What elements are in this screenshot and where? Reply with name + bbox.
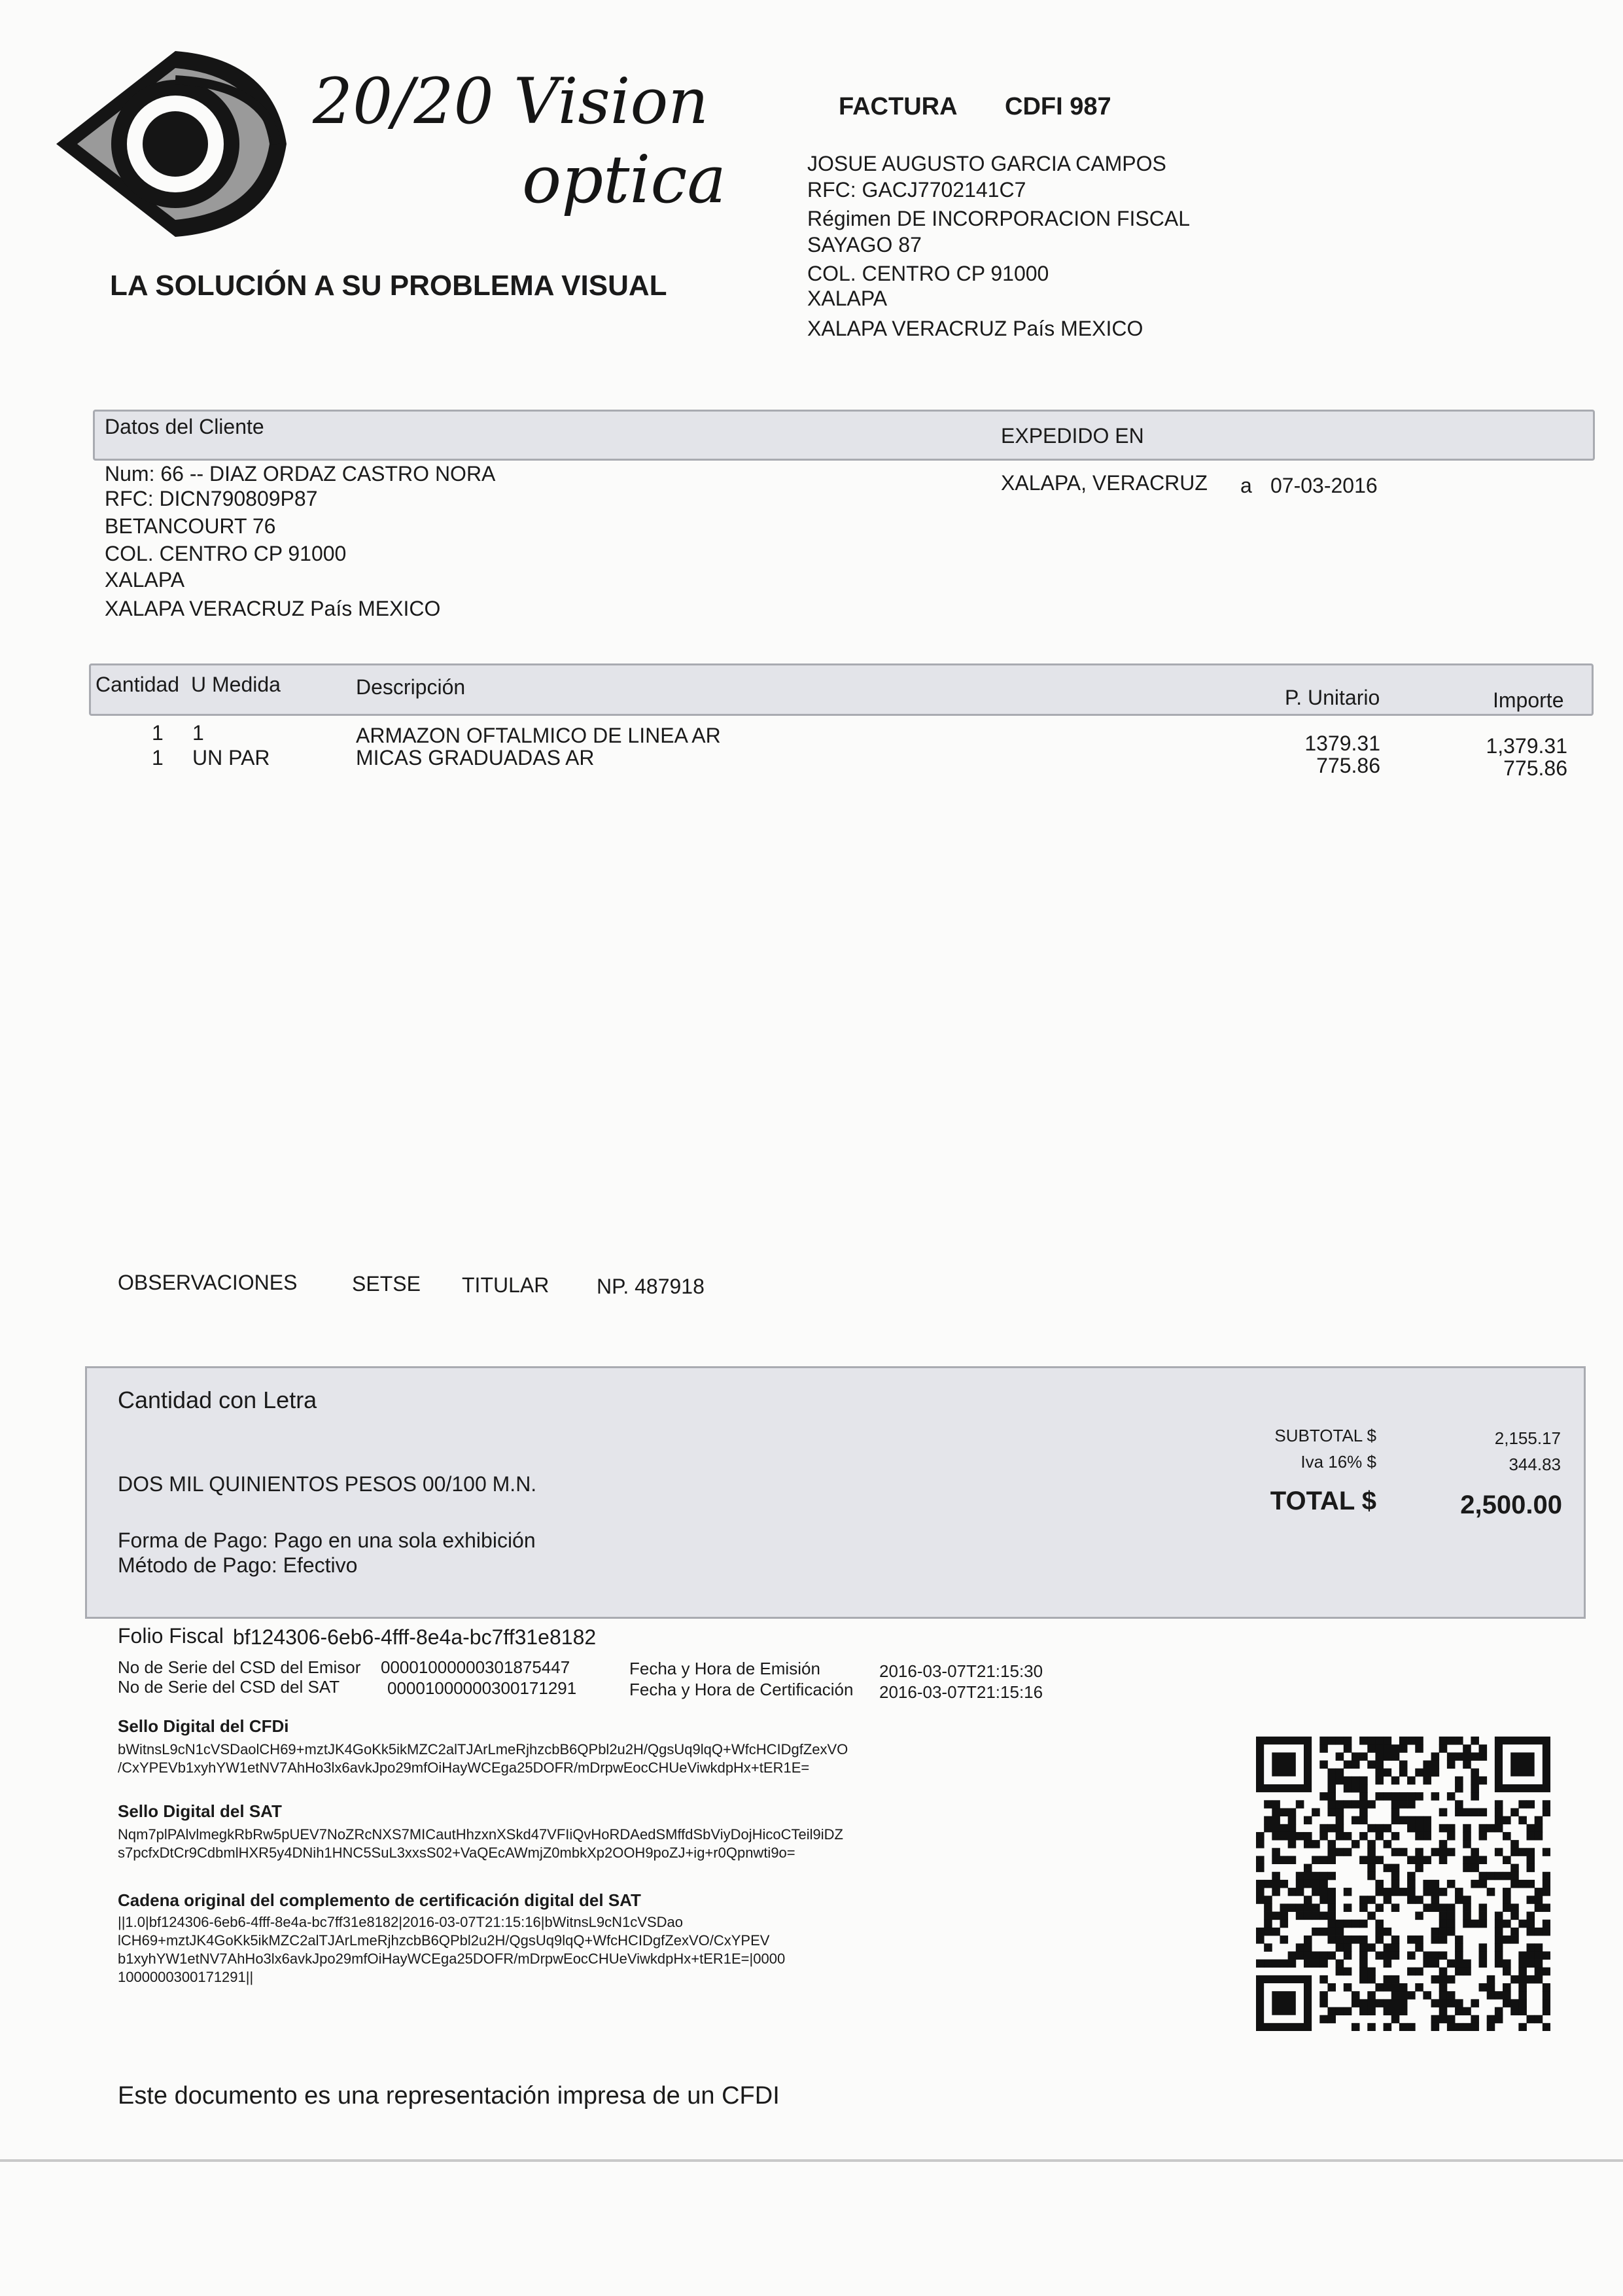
client-state: XALAPA VERACRUZ País MEXICO	[105, 597, 441, 620]
row-p-unitario: 1379.31	[1304, 732, 1380, 755]
doc-type: FACTURA	[839, 93, 958, 120]
observations-value-3: NP. 487918	[597, 1275, 705, 1298]
observations-value-2: TITULAR	[462, 1273, 550, 1297]
csd-emisor-value: 00001000000301875447	[381, 1657, 570, 1677]
footer-divider	[0, 2159, 1623, 2162]
metodo-pago: Método de Pago: Efectivo	[118, 1553, 358, 1577]
csd-emisor-label: No de Serie del CSD del Emisor	[118, 1657, 361, 1677]
issuer-city: XALAPA	[807, 287, 888, 310]
subtotal-value: 2,155.17	[1494, 1428, 1561, 1448]
issuer-street: SAYAGO 87	[807, 233, 922, 256]
cfdi-seal-title: Sello Digital del CFDi	[118, 1716, 289, 1736]
row-importe: 775.86	[1503, 756, 1567, 780]
col-u-medida: U Medida	[191, 673, 281, 696]
certificacion-label: Fecha y Hora de Certificación	[629, 1680, 854, 1699]
row-importe: 1,379.31	[1486, 734, 1567, 758]
amount-words-label: Cantidad con Letra	[118, 1386, 317, 1413]
issuer-rfc: RFC: GACJ7702141C7	[807, 178, 1026, 202]
folio-label: Folio Fiscal	[118, 1624, 224, 1648]
subtotal-label: SUBTOTAL $	[1274, 1426, 1376, 1445]
issuer-colony: COL. CENTRO CP 91000	[807, 262, 1049, 285]
client-num: Num: 66 -- DIAZ ORDAZ CASTRO NORA	[105, 462, 496, 486]
total-value: 2,500.00	[1460, 1491, 1562, 1519]
client-colony: COL. CENTRO CP 91000	[105, 542, 347, 565]
issuer-regime: Régimen DE INCORPORACION FISCAL	[807, 207, 1191, 230]
cadena-line: b1xyhYW1etNV7AhHo3lx6avkJpo29mfOiHayWCEga25DOFR/mDrpwEocCHUeViwkdpHx+tER1E=|0000	[118, 1951, 786, 1967]
amount-words: DOS MIL QUINIENTOS PESOS 00/100 M.N.	[118, 1472, 537, 1496]
total-label: TOTAL $	[1270, 1487, 1376, 1515]
client-header-label: Datos del Cliente	[105, 415, 264, 438]
client-header-band	[93, 410, 1595, 461]
client-city: XALAPA	[105, 568, 185, 592]
footer-note: Este documento es una representación impresa de un CFDI	[118, 2082, 780, 2110]
row-u-medida: UN PAR	[192, 746, 270, 769]
client-rfc: RFC: DICN790809P87	[105, 487, 318, 510]
emision-label: Fecha y Hora de Emisión	[629, 1659, 820, 1678]
cadena-line: ||1.0|bf124306-6eb6-4fff-8e4a-bc7ff31e8182|2016-03-07T21:15:16|bWitnsL9cN1cVSDao	[118, 1914, 683, 1930]
cadena-title: Cadena original del complemento de certificación digital del SAT	[118, 1890, 641, 1910]
table-row	[0, 745, 1623, 780]
col-cantidad: Cantidad	[96, 673, 180, 696]
row-cantidad: 1	[152, 746, 164, 769]
row-p-unitario: 775.86	[1316, 754, 1380, 777]
col-descripcion: Descripción	[356, 675, 466, 699]
brand-tagline: LA SOLUCIÓN A SU PROBLEMA VISUAL	[110, 270, 667, 302]
issued-at: a	[1240, 474, 1252, 497]
row-u-medida: 1	[192, 721, 204, 745]
sat-seal-title: Sello Digital del SAT	[118, 1801, 282, 1821]
doc-number: CDFI 987	[1005, 93, 1111, 120]
csd-sat-value: 00001000000300171291	[387, 1678, 577, 1698]
certificacion-value: 2016-03-07T21:15:16	[879, 1682, 1043, 1702]
col-importe: Importe	[1493, 688, 1564, 712]
issued-label: EXPEDIDO EN	[1001, 424, 1144, 448]
sat-seal-line: Nqm7plPAlvlmegkRbRw5pUEV7NoZRcNXS7MICautHhzxnXSkd47VFIiQvHoRDAedSMffdSbViyDojHicoCTeil9iDZ	[118, 1826, 843, 1843]
row-descripcion: ARMAZON OFTALMICO DE LINEA AR	[356, 724, 721, 747]
observations-value-1: SETSE	[352, 1272, 421, 1296]
qr-code-icon	[1256, 1737, 1550, 2031]
issued-date: 07-03-2016	[1270, 474, 1378, 497]
folio-value: bf124306-6eb6-4fff-8e4a-bc7ff31e8182	[233, 1625, 597, 1649]
eye-logo-icon	[51, 46, 300, 242]
csd-sat-label: No de Serie del CSD del SAT	[118, 1677, 340, 1697]
cadena-line: 1000000300171291||	[118, 1969, 254, 1985]
iva-value: 344.83	[1509, 1455, 1561, 1474]
cadena-line: lCH69+mztJK4GoKk5ikMZC2alTJArLmeRjhzcbB6QPbl2u2H/QgsUq9lqQ+WfcHCIDgfZexVO/CxYPEV	[118, 1932, 770, 1949]
observations-label: OBSERVACIONES	[118, 1271, 298, 1294]
iva-label: Iva 16% $	[1300, 1452, 1376, 1472]
issuer-state: XALAPA VERACRUZ País MEXICO	[807, 317, 1143, 340]
client-street: BETANCOURT 76	[105, 514, 276, 538]
sat-seal-line: s7pcfxDtCr9CdbmlHXR5y4DNih1HNC5SuL3xxsS02+VaQEcAWmjZ0mbkXp2OOH9poZJ+ig+r0Qpnwti9o=	[118, 1845, 795, 1861]
col-p-unitario: P. Unitario	[1285, 686, 1380, 709]
issued-place: XALAPA, VERACRUZ	[1001, 471, 1208, 495]
emision-value: 2016-03-07T21:15:30	[879, 1661, 1043, 1681]
row-descripcion: MICAS GRADUADAS AR	[356, 746, 595, 769]
forma-pago: Forma de Pago: Pago en una sola exhibición	[118, 1528, 536, 1552]
row-cantidad: 1	[152, 721, 164, 745]
cfdi-seal-line: /CxYPEVb1xyhYW1etNV7AhHo3lx6avkJpo29mfOiHayWCEga25DOFR/mDrpwEocCHUeViwkdpHx+tER1E=	[118, 1759, 810, 1776]
brand-logo	[51, 39, 744, 314]
brand-name: 20/20 Vision	[313, 65, 709, 138]
issuer-name: JOSUE AUGUSTO GARCIA CAMPOS	[807, 152, 1166, 175]
brand-subname: optica	[522, 141, 727, 218]
cfdi-seal-line: bWitnsL9cN1cVSDaolCH69+mztJK4GoKk5ikMZC2alTJArLmeRjhzcbB6QPbl2u2H/QgsUq9lqQ+WfcHCIDgfZexVO	[118, 1741, 848, 1757]
